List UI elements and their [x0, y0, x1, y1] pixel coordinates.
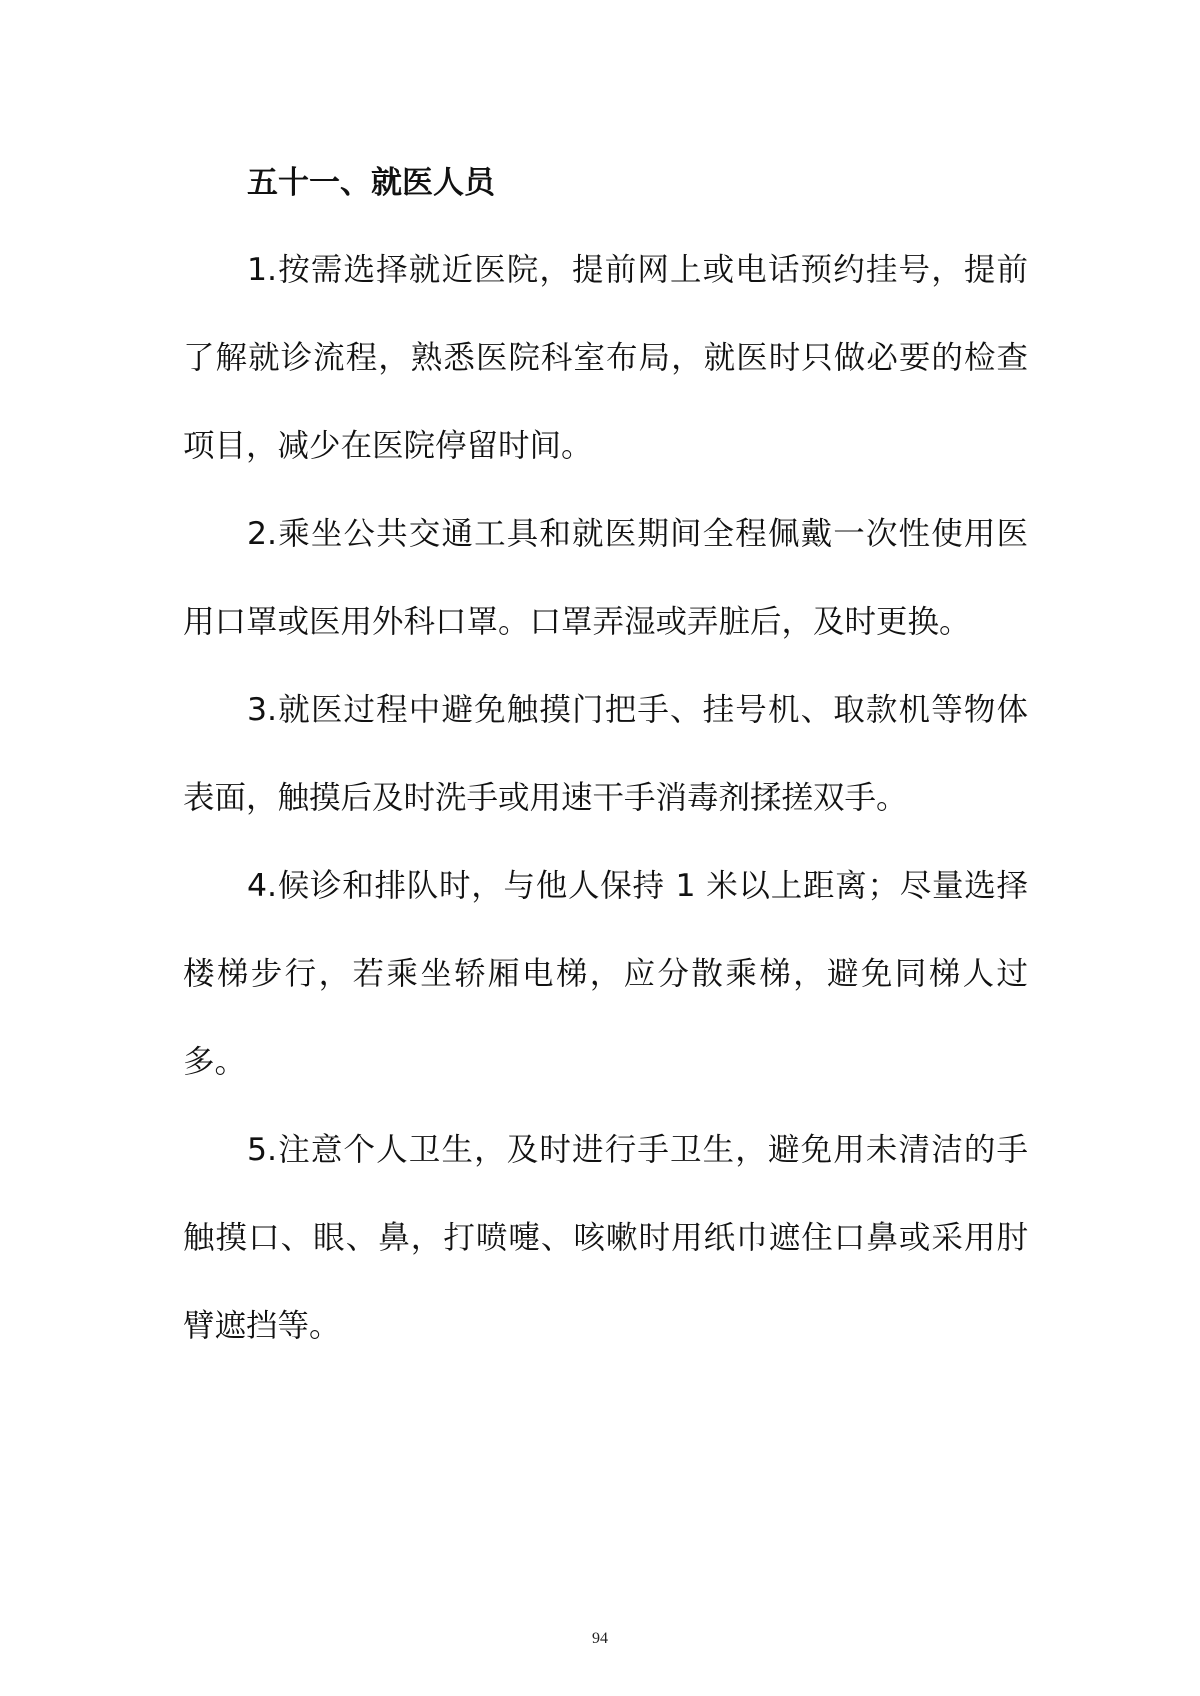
document-body	[183, 140, 1028, 1370]
paragraph-5: 5.注意个人卫生，及时进行手卫生，避免用未清洁的手触摸口、眼、鼻，打喷嚏、咳嗽时用纸巾遮住口鼻或采用肘臂遮挡等。	[183, 1132, 1028, 1344]
paragraph-3: 3.就医过程中避免触摸门把手、挂号机、取款机等物体表面，触摸后及时洗手或用速干手消毒剂揉搓双手。	[183, 692, 1028, 816]
page-number: 94	[592, 1630, 608, 1647]
paragraph-2: 2.乘坐公共交通工具和就医期间全程佩戴一次性使用医用口罩或医用外科口罩。口罩弄湿或弄脏后，及时更换。	[183, 516, 1028, 640]
section-heading: 五十一、就医人员	[247, 165, 495, 201]
paragraph-1: 1.按需选择就近医院，提前网上或电话预约挂号，提前了解就诊流程，熟悉医院科室布局，就医时只做必要的检查项目，减少在医院停留时间。	[183, 252, 1028, 464]
paragraph-4: 4.候诊和排队时，与他人保持 1 米以上距离；尽量选择楼梯步行，若乘坐轿厢电梯，应分散乘梯，避免同梯人过多。	[183, 868, 1028, 1080]
